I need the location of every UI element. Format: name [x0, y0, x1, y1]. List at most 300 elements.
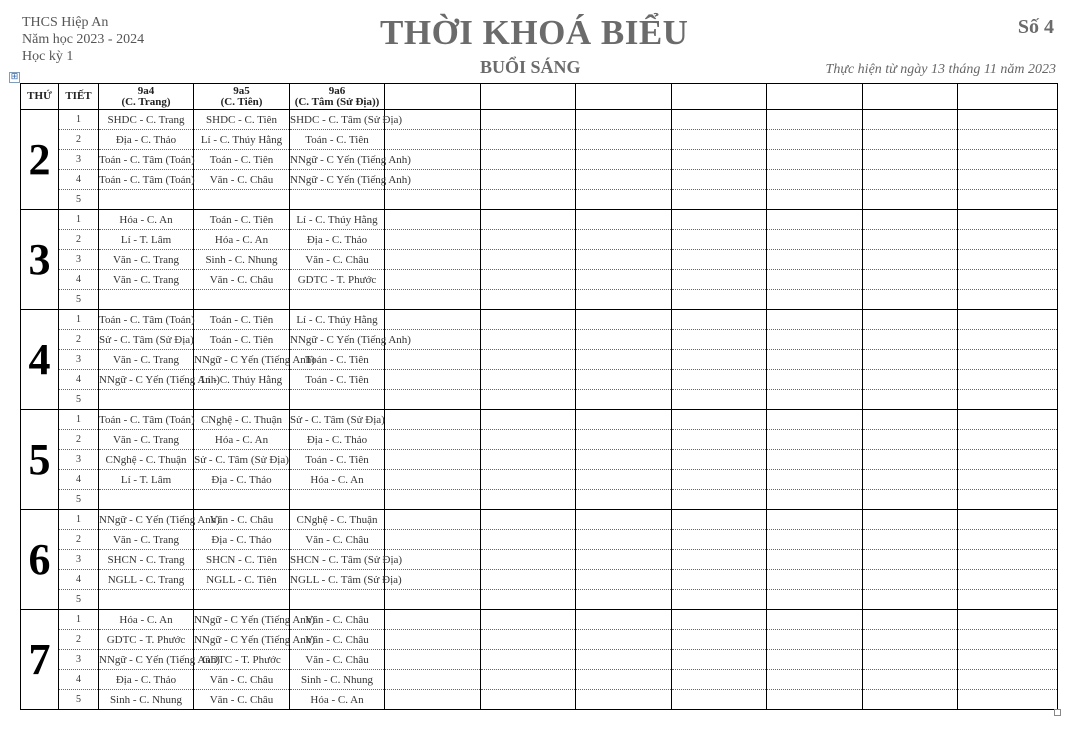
empty-cell[interactable]	[863, 470, 958, 490]
empty-cell[interactable]	[481, 230, 576, 250]
empty-cell[interactable]	[576, 470, 672, 490]
empty-cell[interactable]	[576, 590, 672, 610]
empty-cell[interactable]	[385, 490, 481, 510]
empty-cell[interactable]	[576, 170, 672, 190]
subject-cell[interactable]	[99, 470, 194, 490]
subject-cell[interactable]	[99, 130, 194, 150]
subject-cell[interactable]	[99, 310, 194, 330]
subject-text: Văn - C. Trang	[112, 273, 179, 286]
empty-cell[interactable]	[672, 690, 767, 710]
empty-cell[interactable]	[672, 630, 767, 650]
subject-cell[interactable]	[99, 490, 194, 510]
empty-cell[interactable]	[385, 510, 481, 530]
empty-cell[interactable]	[767, 390, 863, 410]
subject-cell[interactable]	[194, 410, 290, 430]
subject-cell[interactable]	[194, 290, 290, 310]
subject-cell[interactable]	[194, 330, 290, 350]
empty-cell[interactable]	[576, 690, 672, 710]
empty-cell[interactable]	[767, 610, 863, 630]
subject-cell[interactable]	[194, 670, 290, 690]
empty-cell[interactable]	[385, 350, 481, 370]
subject-cell[interactable]	[99, 510, 220, 530]
empty-cell[interactable]	[958, 490, 1058, 510]
subject-cell[interactable]	[290, 210, 385, 230]
empty-cell[interactable]	[385, 690, 481, 710]
subject-cell[interactable]	[194, 690, 290, 710]
empty-cell[interactable]	[481, 130, 576, 150]
empty-cell[interactable]	[958, 570, 1058, 590]
empty-cell[interactable]	[385, 370, 481, 390]
empty-cell[interactable]	[481, 550, 576, 570]
empty-cell[interactable]	[576, 290, 672, 310]
period-cell: 3	[59, 550, 99, 570]
empty-cell[interactable]	[481, 350, 576, 370]
empty-cell[interactable]	[958, 130, 1058, 150]
empty-cell[interactable]	[958, 290, 1058, 310]
empty-cell[interactable]	[767, 370, 863, 390]
empty-cell[interactable]	[576, 310, 672, 330]
subject-cell[interactable]	[194, 490, 290, 510]
empty-cell[interactable]	[385, 470, 481, 490]
subject-cell[interactable]	[194, 630, 315, 650]
empty-cell[interactable]	[672, 490, 767, 510]
subject-cell[interactable]	[290, 230, 385, 250]
empty-cell[interactable]	[958, 150, 1058, 170]
empty-cell[interactable]	[958, 650, 1058, 670]
empty-cell[interactable]	[481, 250, 576, 270]
empty-cell[interactable]	[481, 410, 576, 430]
empty-cell[interactable]	[863, 390, 958, 410]
empty-cell[interactable]	[576, 410, 672, 430]
empty-cell[interactable]	[576, 630, 672, 650]
empty-cell[interactable]	[863, 590, 958, 610]
subject-cell[interactable]	[194, 590, 290, 610]
subject-cell[interactable]	[99, 630, 194, 650]
empty-cell[interactable]	[672, 410, 767, 430]
empty-cell[interactable]	[958, 470, 1058, 490]
empty-cell[interactable]	[958, 510, 1058, 530]
subject-cell[interactable]	[99, 330, 194, 350]
empty-cell[interactable]	[576, 190, 672, 210]
subject-cell[interactable]	[194, 170, 290, 190]
subject-cell[interactable]	[194, 650, 290, 670]
empty-cell[interactable]	[958, 670, 1058, 690]
empty-cell[interactable]	[863, 250, 958, 270]
empty-cell[interactable]	[863, 670, 958, 690]
empty-cell[interactable]	[481, 570, 576, 590]
empty-cell[interactable]	[863, 610, 958, 630]
subject-cell[interactable]	[99, 550, 194, 570]
empty-cell[interactable]	[863, 650, 958, 670]
subject-cell[interactable]	[290, 670, 385, 690]
empty-cell[interactable]	[767, 330, 863, 350]
empty-cell[interactable]	[481, 470, 576, 490]
empty-cell[interactable]	[576, 670, 672, 690]
empty-cell[interactable]	[767, 350, 863, 370]
empty-cell[interactable]	[672, 250, 767, 270]
empty-cell[interactable]	[576, 350, 672, 370]
subject-cell[interactable]	[194, 150, 290, 170]
empty-cell[interactable]	[863, 210, 958, 230]
empty-cell[interactable]	[672, 650, 767, 670]
subject-cell[interactable]	[290, 470, 385, 490]
empty-cell[interactable]	[958, 430, 1058, 450]
empty-cell[interactable]	[385, 650, 481, 670]
empty-cell[interactable]	[672, 190, 767, 210]
subject-cell[interactable]	[194, 430, 290, 450]
empty-cell[interactable]	[863, 130, 958, 150]
empty-cell[interactable]	[481, 330, 576, 350]
empty-cell[interactable]	[576, 610, 672, 630]
empty-cell[interactable]	[767, 270, 863, 290]
subject-cell[interactable]	[99, 210, 194, 230]
subject-cell[interactable]	[290, 530, 385, 550]
empty-cell[interactable]	[863, 270, 958, 290]
empty-cell[interactable]	[576, 550, 672, 570]
empty-cell[interactable]	[672, 270, 767, 290]
subject-cell[interactable]	[290, 490, 385, 510]
empty-cell[interactable]	[958, 550, 1058, 570]
empty-cell[interactable]	[672, 450, 767, 470]
subject-cell[interactable]	[290, 310, 385, 330]
empty-cell[interactable]	[767, 630, 863, 650]
subject-cell[interactable]	[194, 610, 315, 630]
subject-cell[interactable]	[99, 370, 220, 390]
empty-cell[interactable]	[863, 690, 958, 710]
empty-cell[interactable]	[958, 170, 1058, 190]
empty-cell[interactable]	[767, 290, 863, 310]
subject-cell[interactable]	[99, 450, 194, 470]
empty-cell[interactable]	[576, 650, 672, 670]
subject-cell[interactable]	[99, 570, 194, 590]
subject-cell[interactable]	[194, 450, 290, 470]
empty-cell[interactable]	[863, 490, 958, 510]
empty-cell[interactable]	[576, 450, 672, 470]
empty-cell[interactable]	[863, 350, 958, 370]
empty-cell[interactable]	[385, 190, 481, 210]
empty-cell[interactable]	[385, 450, 481, 470]
subject-cell[interactable]	[290, 110, 403, 130]
empty-cell[interactable]	[958, 250, 1058, 270]
subject-cell[interactable]	[99, 670, 194, 690]
empty-cell[interactable]	[385, 290, 481, 310]
empty-cell[interactable]	[767, 690, 863, 710]
empty-cell[interactable]	[958, 370, 1058, 390]
empty-cell[interactable]	[672, 150, 767, 170]
empty-cell[interactable]	[767, 590, 863, 610]
empty-cell[interactable]	[958, 690, 1058, 710]
subject-cell[interactable]	[290, 170, 411, 190]
empty-cell[interactable]	[576, 510, 672, 530]
subject-cell[interactable]	[99, 650, 220, 670]
subject-cell[interactable]	[194, 550, 290, 570]
empty-cell[interactable]	[958, 590, 1058, 610]
empty-cell[interactable]	[767, 490, 863, 510]
empty-cell[interactable]	[481, 210, 576, 230]
subject-cell[interactable]	[99, 690, 194, 710]
subject-cell[interactable]	[194, 210, 290, 230]
empty-cell[interactable]	[767, 530, 863, 550]
subject-cell[interactable]	[290, 410, 385, 430]
empty-cell[interactable]	[385, 630, 481, 650]
empty-cell[interactable]	[958, 350, 1058, 370]
table-move-handle-icon[interactable]: ⊞	[10, 72, 19, 82]
empty-cell[interactable]	[576, 150, 672, 170]
empty-cell[interactable]	[672, 470, 767, 490]
empty-cell[interactable]	[481, 690, 576, 710]
empty-cell[interactable]	[481, 670, 576, 690]
empty-cell[interactable]	[958, 530, 1058, 550]
empty-cell[interactable]	[481, 490, 576, 510]
empty-cell[interactable]	[767, 190, 863, 210]
empty-cell[interactable]	[863, 310, 958, 330]
empty-cell[interactable]	[385, 610, 481, 630]
subject-text: NGLL - C. Tiên	[206, 573, 277, 586]
subject-cell[interactable]	[290, 570, 402, 590]
empty-cell[interactable]	[863, 630, 958, 650]
empty-cell[interactable]	[576, 570, 672, 590]
subject-cell[interactable]	[194, 310, 290, 330]
empty-cell[interactable]	[767, 450, 863, 470]
empty-cell[interactable]	[958, 410, 1058, 430]
empty-cell[interactable]	[385, 210, 481, 230]
subject-cell[interactable]	[99, 390, 194, 410]
subject-cell[interactable]	[290, 370, 385, 390]
empty-cell[interactable]	[863, 330, 958, 350]
empty-cell[interactable]	[958, 270, 1058, 290]
empty-cell[interactable]	[672, 370, 767, 390]
subject-cell[interactable]	[99, 190, 194, 210]
subject-cell[interactable]	[99, 270, 194, 290]
empty-cell[interactable]	[576, 430, 672, 450]
empty-cell[interactable]	[863, 230, 958, 250]
empty-cell[interactable]	[385, 410, 481, 430]
empty-cell[interactable]	[958, 630, 1058, 650]
empty-cell[interactable]	[958, 390, 1058, 410]
subject-cell[interactable]	[290, 270, 385, 290]
subject-cell[interactable]	[290, 690, 385, 710]
empty-cell[interactable]	[385, 590, 481, 610]
empty-cell[interactable]	[481, 450, 576, 470]
empty-cell[interactable]	[576, 370, 672, 390]
subject-cell[interactable]	[99, 230, 194, 250]
empty-cell[interactable]	[767, 130, 863, 150]
empty-cell[interactable]	[481, 310, 576, 330]
subject-cell[interactable]	[290, 390, 385, 410]
empty-cell[interactable]	[958, 190, 1058, 210]
subject-cell[interactable]	[290, 510, 385, 530]
empty-cell[interactable]	[576, 490, 672, 510]
column-header-empty	[385, 84, 481, 110]
empty-cell[interactable]	[863, 370, 958, 390]
empty-cell[interactable]	[672, 350, 767, 370]
empty-cell[interactable]	[958, 110, 1058, 130]
empty-cell[interactable]	[958, 610, 1058, 630]
table-row	[21, 390, 1058, 410]
empty-cell[interactable]	[863, 510, 958, 530]
empty-cell[interactable]	[385, 390, 481, 410]
empty-cell[interactable]	[576, 230, 672, 250]
subject-cell[interactable]	[99, 250, 194, 270]
subject-cell[interactable]	[290, 190, 385, 210]
empty-cell[interactable]	[767, 670, 863, 690]
subject-cell[interactable]	[290, 430, 385, 450]
subject-cell[interactable]	[194, 130, 290, 150]
empty-cell[interactable]	[767, 650, 863, 670]
empty-cell[interactable]	[958, 210, 1058, 230]
empty-cell[interactable]	[767, 250, 863, 270]
empty-cell[interactable]	[576, 210, 672, 230]
empty-cell[interactable]	[767, 570, 863, 590]
empty-cell[interactable]	[481, 270, 576, 290]
empty-cell[interactable]	[385, 130, 481, 150]
subject-cell[interactable]	[290, 650, 385, 670]
empty-cell[interactable]	[958, 310, 1058, 330]
empty-cell[interactable]	[385, 250, 481, 270]
empty-cell[interactable]	[672, 170, 767, 190]
empty-cell[interactable]	[672, 210, 767, 230]
subject-cell[interactable]	[194, 370, 290, 390]
empty-cell[interactable]	[672, 530, 767, 550]
subject-cell[interactable]	[194, 190, 290, 210]
empty-cell[interactable]	[481, 650, 576, 670]
subject-cell[interactable]	[290, 450, 385, 470]
empty-cell[interactable]	[576, 530, 672, 550]
empty-cell[interactable]	[863, 570, 958, 590]
subject-cell[interactable]	[194, 350, 315, 370]
column-header-class	[290, 84, 385, 110]
empty-cell[interactable]	[576, 330, 672, 350]
subject-cell[interactable]	[99, 430, 194, 450]
subject-cell[interactable]	[99, 410, 194, 430]
empty-cell[interactable]	[958, 450, 1058, 470]
subject-cell[interactable]	[99, 150, 194, 170]
empty-cell[interactable]	[863, 190, 958, 210]
subject-cell[interactable]	[99, 350, 194, 370]
table-resize-handle[interactable]	[1054, 709, 1061, 716]
empty-cell[interactable]	[672, 130, 767, 150]
empty-cell[interactable]	[767, 410, 863, 430]
empty-cell[interactable]	[767, 170, 863, 190]
empty-cell[interactable]	[481, 150, 576, 170]
subject-cell[interactable]	[99, 170, 194, 190]
empty-cell[interactable]	[767, 430, 863, 450]
empty-cell[interactable]	[576, 270, 672, 290]
empty-cell[interactable]	[385, 670, 481, 690]
empty-cell[interactable]	[863, 170, 958, 190]
subject-cell[interactable]	[290, 290, 385, 310]
empty-cell[interactable]	[672, 310, 767, 330]
subject-cell[interactable]	[194, 250, 290, 270]
empty-cell[interactable]	[385, 230, 481, 250]
empty-cell[interactable]	[863, 450, 958, 470]
empty-cell[interactable]	[481, 170, 576, 190]
empty-cell[interactable]	[767, 150, 863, 170]
subject-cell[interactable]	[194, 390, 290, 410]
empty-cell[interactable]	[672, 230, 767, 250]
subject-cell[interactable]	[290, 250, 385, 270]
empty-cell[interactable]	[481, 590, 576, 610]
subject-cell[interactable]	[99, 530, 194, 550]
empty-cell[interactable]	[958, 330, 1058, 350]
empty-cell[interactable]	[672, 510, 767, 530]
empty-cell[interactable]	[481, 610, 576, 630]
empty-cell[interactable]	[672, 610, 767, 630]
empty-cell[interactable]	[958, 230, 1058, 250]
empty-cell[interactable]	[863, 530, 958, 550]
subject-cell[interactable]	[194, 270, 290, 290]
subject-cell[interactable]	[290, 550, 403, 570]
empty-cell[interactable]	[767, 310, 863, 330]
empty-cell[interactable]	[481, 190, 576, 210]
empty-cell[interactable]	[576, 130, 672, 150]
empty-cell[interactable]	[481, 110, 576, 130]
empty-cell[interactable]	[672, 670, 767, 690]
empty-cell[interactable]	[385, 530, 481, 550]
empty-cell[interactable]	[481, 390, 576, 410]
empty-cell[interactable]	[863, 550, 958, 570]
subject-cell[interactable]	[290, 150, 411, 170]
subject-cell[interactable]	[194, 570, 290, 590]
empty-cell[interactable]	[767, 550, 863, 570]
subject-cell[interactable]	[99, 110, 194, 130]
empty-cell[interactable]	[863, 110, 958, 130]
empty-cell[interactable]	[481, 530, 576, 550]
empty-cell[interactable]	[672, 590, 767, 610]
empty-cell[interactable]	[672, 330, 767, 350]
empty-cell[interactable]	[863, 290, 958, 310]
empty-cell[interactable]	[672, 570, 767, 590]
empty-cell[interactable]	[672, 110, 767, 130]
subject-cell[interactable]	[194, 530, 290, 550]
empty-cell[interactable]	[576, 390, 672, 410]
empty-cell[interactable]	[672, 390, 767, 410]
subject-cell[interactable]	[290, 330, 411, 350]
empty-cell[interactable]	[481, 630, 576, 650]
empty-cell[interactable]	[385, 270, 481, 290]
empty-cell[interactable]	[863, 410, 958, 430]
empty-cell[interactable]	[767, 510, 863, 530]
empty-cell[interactable]	[385, 310, 481, 330]
class-teacher: (C. Tiên)	[220, 95, 263, 108]
subject-cell[interactable]	[290, 130, 385, 150]
empty-cell[interactable]	[767, 210, 863, 230]
subject-cell[interactable]	[99, 590, 194, 610]
empty-cell[interactable]	[767, 230, 863, 250]
empty-cell[interactable]	[672, 290, 767, 310]
empty-cell[interactable]	[481, 430, 576, 450]
subject-cell[interactable]	[290, 590, 385, 610]
subject-cell[interactable]	[194, 110, 290, 130]
empty-cell[interactable]	[385, 430, 481, 450]
subject-cell[interactable]	[99, 610, 194, 630]
empty-cell[interactable]	[481, 510, 576, 530]
empty-cell[interactable]	[863, 430, 958, 450]
empty-cell[interactable]	[672, 430, 767, 450]
empty-cell[interactable]	[767, 110, 863, 130]
subject-cell[interactable]	[194, 470, 290, 490]
empty-cell[interactable]	[481, 370, 576, 390]
empty-cell[interactable]	[672, 550, 767, 570]
subject-cell[interactable]	[194, 230, 290, 250]
subject-cell[interactable]	[99, 290, 194, 310]
empty-cell[interactable]	[576, 250, 672, 270]
empty-cell[interactable]	[576, 110, 672, 130]
empty-cell[interactable]	[863, 150, 958, 170]
empty-cell[interactable]	[767, 470, 863, 490]
period-cell: 2	[59, 330, 99, 350]
empty-cell[interactable]	[481, 290, 576, 310]
